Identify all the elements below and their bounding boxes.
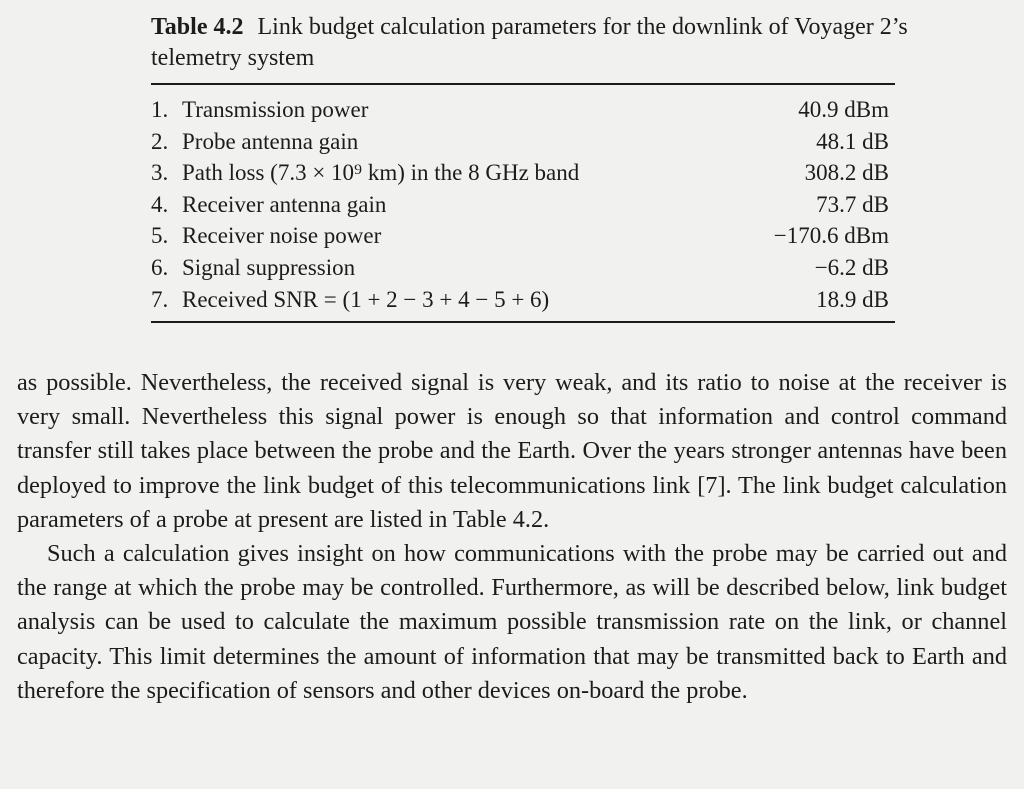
body-text	[17, 366, 1007, 708]
table-bottom-rule	[151, 321, 895, 323]
row-parameter: Transmission power	[182, 97, 369, 122]
row-number: 6.	[151, 254, 169, 280]
row-parameter: Receiver antenna gain	[182, 191, 387, 217]
table-row	[151, 189, 895, 221]
row-parameter: Path loss (7.3 × 10⁹ km) in the 8 GHz band	[182, 160, 580, 186]
row-number: 2.	[151, 128, 169, 154]
row-value: 18.9 dB	[816, 286, 889, 312]
row-parameter: Receiver noise power	[182, 223, 382, 249]
row-number: 4.	[151, 191, 169, 217]
row-parameter: Signal suppression	[182, 254, 356, 280]
table-row	[151, 126, 895, 158]
table-row	[151, 252, 895, 284]
row-value: −170.6 dBm	[773, 223, 889, 249]
row-value: 73.7 dB	[816, 191, 889, 217]
row-parameter: Probe antenna gain	[182, 128, 359, 154]
table-row	[151, 157, 895, 189]
paragraph-2: Such a calculation gives insight on how communications with the probe may be carried out and the range at which the probe may be controlled. Furthermore, as will be described below, link budget analysis can be used to calculate the maximum possible transmission rate on the link, or channel capacity. This limit determines the amount of information that may be transmitted back to Earth and therefore the specification of sensors and other devices on-board the probe.	[17, 540, 1007, 704]
row-parameter: Received SNR = (1 + 2 − 3 + 4 − 5 + 6)	[182, 286, 550, 312]
row-value: −6.2 dB	[814, 254, 889, 280]
row-number: 1.	[151, 97, 169, 122]
table-row	[151, 94, 895, 126]
table-row	[151, 284, 895, 316]
table-row	[151, 220, 895, 252]
row-number: 3.	[151, 160, 169, 186]
row-value: 40.9 dBm	[798, 97, 889, 122]
row-value: 48.1 dB	[816, 128, 889, 154]
paragraph-1: as possible. Nevertheless, the received signal is very weak, and its ratio to noise at the receiver is very small. Nevertheless this signal power is enough so that information and control command transfer still takes place between the probe and the Earth. Over the years stronger antennas have been deployed to improve the link budget of this telecommunications link [7]. The link budget calculation parameters of a probe at present are listed in Table 4.2.	[17, 369, 1007, 533]
row-number: 5.	[151, 223, 169, 249]
table-top-rule	[151, 83, 895, 85]
row-number: 7.	[151, 286, 169, 312]
table-label: Table 4.2	[151, 14, 244, 40]
table-caption-text: Link budget calculation parameters for the downlink of Voyager 2’s telemetry system	[151, 14, 908, 71]
table-caption	[151, 12, 911, 74]
link-budget-table	[151, 94, 895, 315]
row-value: 308.2 dB	[804, 160, 889, 186]
